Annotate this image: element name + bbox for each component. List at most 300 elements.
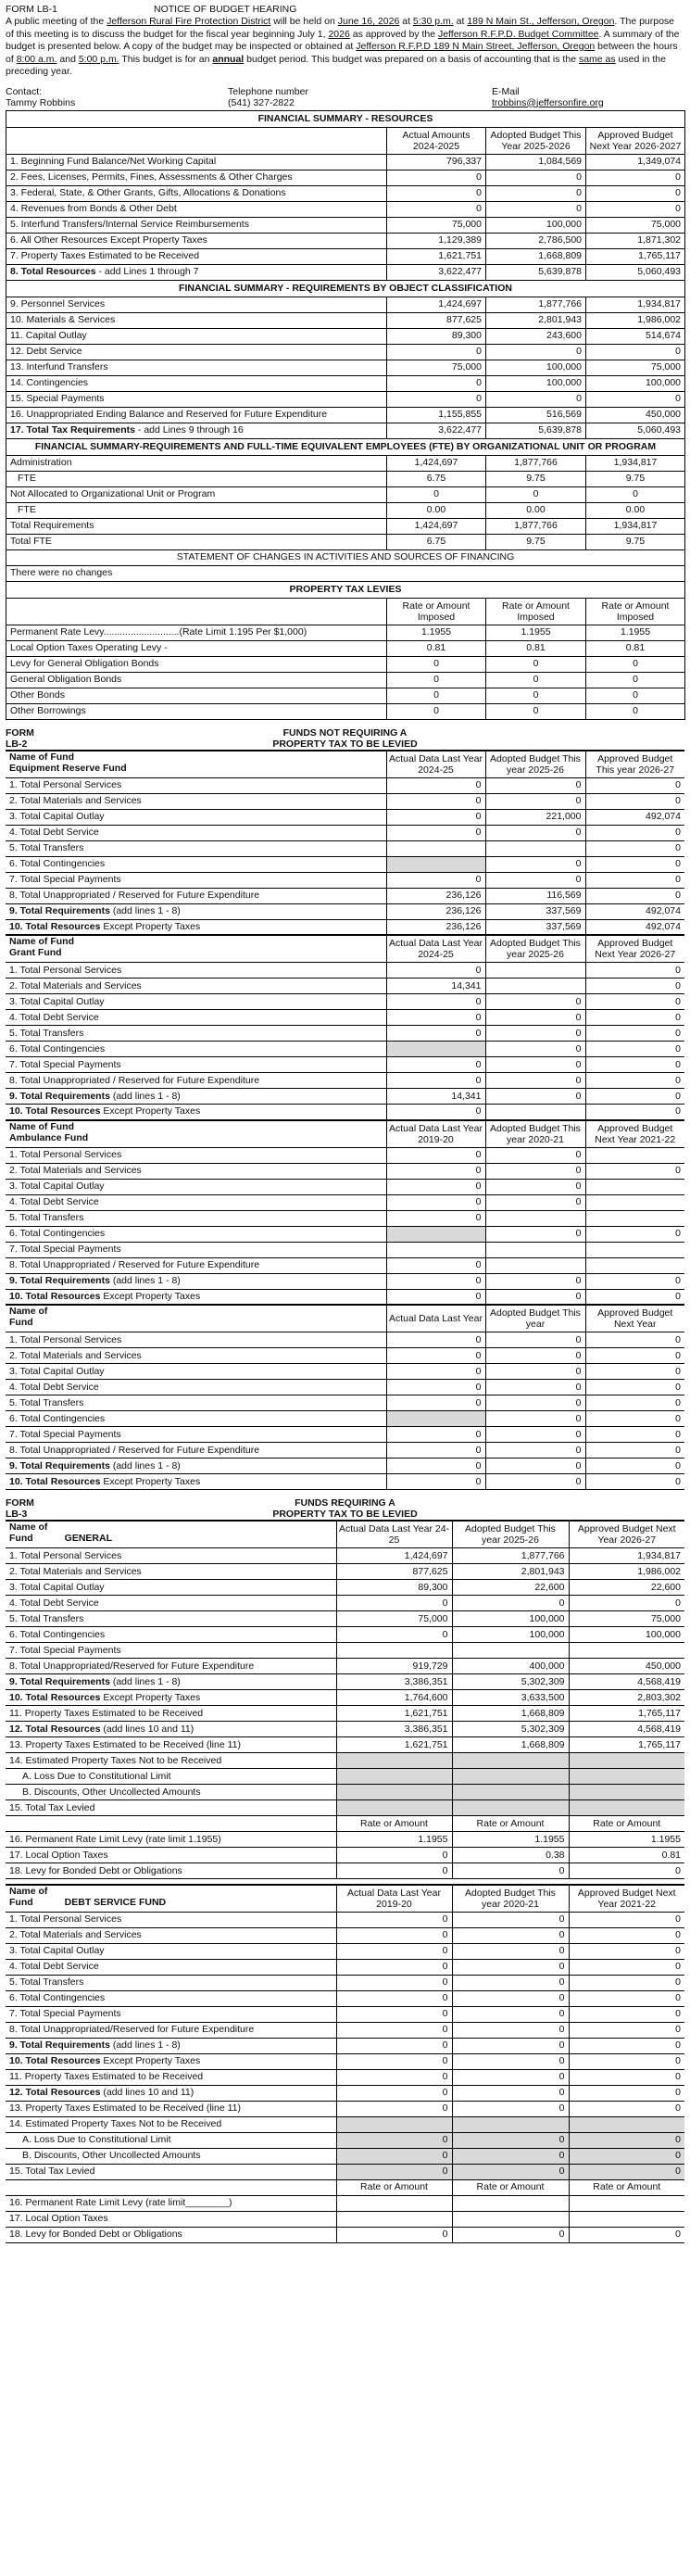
- table-row: [6, 809, 684, 825]
- row-label: 16. Permanent Rate Limit Levy (rate limit 1.1955): [6, 1832, 336, 1848]
- value-cell: 1,668,809: [486, 248, 586, 264]
- value-cell: 4,568,419: [569, 1722, 684, 1737]
- value-cell: 0: [386, 777, 485, 793]
- table-row: [6, 1627, 684, 1643]
- value-cell: 0: [452, 2022, 569, 2038]
- value-cell: 0: [336, 1975, 452, 1990]
- value-cell: [585, 1210, 684, 1226]
- row-label: 6. Total Contingencies: [6, 1226, 386, 1242]
- value-cell: 1,155,855: [387, 407, 486, 423]
- row-label-rest: (add lines 1 - 8): [109, 1675, 181, 1687]
- fund-name: [6, 935, 386, 963]
- email-address[interactable]: trobbins@jeffersonfire.org: [492, 96, 604, 108]
- value-cell: 0: [386, 1364, 485, 1380]
- value-cell: 0: [585, 1057, 684, 1073]
- value-cell: 1,877,766: [486, 518, 586, 534]
- table-row: [6, 1332, 684, 1348]
- row-label: [6, 919, 386, 935]
- value-cell: 0: [585, 1073, 684, 1089]
- lb2-title: FUNDS NOT REQUIRING A: [282, 726, 408, 739]
- value-cell: 0: [569, 1943, 684, 1959]
- value-cell: 1,084,569: [486, 154, 586, 170]
- fund-name-value: Fund DEBT SERVICE FUND: [9, 1896, 167, 1908]
- table-row: [6, 1042, 684, 1057]
- value-cell: 89,300: [387, 328, 486, 344]
- value-cell: 0.38: [452, 1848, 569, 1863]
- row-label: 7. Property Taxes Estimated to be Received: [6, 248, 387, 264]
- row-label-rest: Except Property Taxes: [100, 1290, 201, 1302]
- row-label-rest: (add lines 1 - 8): [109, 2039, 181, 2051]
- value-cell: [585, 1147, 684, 1163]
- value-cell: 0: [585, 1458, 684, 1474]
- rate-header-row: [6, 2179, 684, 2195]
- value-cell: 0: [585, 1348, 684, 1364]
- value-cell: 22,600: [569, 1580, 684, 1596]
- section-title: STATEMENT OF CHANGES IN ACTIVITIES AND SOURCES OF FINANCING: [6, 549, 685, 565]
- table-row: [6, 1706, 684, 1722]
- row-label-rest: Except Property Taxes: [100, 2055, 201, 2066]
- value-cell: 22,600: [452, 1580, 569, 1596]
- row-label: 13. Property Taxes Estimated to be Received (line 11): [6, 2101, 336, 2116]
- value-cell: 4,568,419: [569, 1674, 684, 1690]
- value-cell: 0: [485, 1289, 585, 1305]
- value-cell: [336, 1643, 452, 1659]
- value-cell: [569, 1769, 684, 1785]
- value-cell: 0: [452, 1943, 569, 1959]
- value-cell: 0: [452, 2101, 569, 2116]
- row-label-rest: Except Property Taxes: [100, 1475, 201, 1487]
- lb3-form-label: FORM: [6, 1497, 34, 1509]
- table-row: [6, 1769, 684, 1785]
- table-row: [6, 502, 685, 518]
- fund-name-value: Grant Fund: [9, 947, 62, 958]
- value-cell: 0: [569, 2101, 684, 2116]
- row-label: 4. Revenues from Bonds & Other Debt: [6, 201, 387, 217]
- value-cell: 0: [386, 1210, 485, 1226]
- value-cell: 100,000: [452, 1627, 569, 1643]
- value-cell: 0: [452, 1990, 569, 2006]
- table-row: [6, 170, 685, 185]
- value-cell: [336, 2195, 452, 2211]
- fund-name-label: Name of: [9, 1306, 48, 1317]
- value-cell: 0: [485, 856, 585, 872]
- row-label: 1. Total Personal Services: [6, 777, 386, 793]
- column-header: Rate or Amount Imposed: [486, 598, 586, 625]
- value-cell: 0: [569, 1975, 684, 1990]
- lb2-form-label: FORM: [6, 726, 34, 739]
- value-cell: 0: [485, 1380, 585, 1395]
- value-cell: 1,877,766: [486, 297, 586, 312]
- value-cell: 0: [386, 994, 485, 1010]
- value-cell: 0.81: [569, 1848, 684, 1863]
- value-cell: 0: [569, 2085, 684, 2101]
- value-cell: 0: [585, 1042, 684, 1057]
- total-value: 3,622,477: [387, 264, 486, 280]
- value-cell: 0: [485, 1332, 585, 1348]
- value-cell: 0: [386, 1179, 485, 1194]
- value-cell: 3,386,351: [336, 1674, 452, 1690]
- table-row: [6, 2069, 684, 2085]
- value-cell: 75,000: [387, 360, 486, 375]
- value-cell: 0: [485, 1163, 585, 1179]
- value-cell: 0: [485, 1179, 585, 1194]
- value-cell: [452, 2211, 569, 2227]
- table-row: [6, 1643, 684, 1659]
- value-cell: 0: [586, 703, 685, 719]
- table-row: [6, 1785, 684, 1800]
- value-cell: 236,126: [386, 903, 485, 919]
- section-title: FINANCIAL SUMMARY-REQUIREMENTS AND FULL-TIME EQUIVALENT EMPLOYEES (FTE) BY ORGANIZATIONAL UNIT OR PROGRAM: [6, 438, 685, 455]
- meeting-date: June 16, 2026: [337, 16, 400, 27]
- row-label: 17. Local Option Taxes: [6, 2211, 336, 2227]
- value-cell: 0: [569, 2022, 684, 2038]
- value-cell: 0: [585, 1273, 684, 1289]
- table-row: [6, 1863, 684, 1879]
- row-label: 2. Total Materials and Services: [6, 1564, 336, 1580]
- row-label: 1. Total Personal Services: [6, 1548, 336, 1564]
- row-label-bold: 10. Total Resources: [9, 1475, 101, 1487]
- table-row: [6, 1458, 684, 1474]
- table-row: [6, 1848, 684, 1863]
- value-cell: 0: [336, 1627, 452, 1643]
- value-cell: 0: [336, 1848, 452, 1863]
- intro-text: This budget is for an: [119, 53, 213, 65]
- row-label: 3. Total Capital Outlay: [6, 1943, 336, 1959]
- fund-header-row: [6, 1120, 684, 1148]
- table-row: [6, 1611, 684, 1627]
- row-label: 2. Total Materials and Services: [6, 1348, 386, 1364]
- value-cell: 1,765,117: [586, 248, 685, 264]
- contact-name: Tammy Robbins: [6, 96, 76, 108]
- row-label: 7. Total Special Payments: [6, 1427, 386, 1443]
- row-label: 11. Capital Outlay: [6, 328, 387, 344]
- table-row: [6, 233, 685, 248]
- hours-end: 5:00 p.m.: [78, 53, 119, 65]
- row-label: 5. Total Transfers: [6, 840, 386, 856]
- table-row: [6, 1163, 684, 1179]
- value-cell: 0: [569, 2227, 684, 2242]
- row-label: 1. Total Personal Services: [6, 1147, 386, 1163]
- value-cell: [452, 1769, 569, 1785]
- value-cell: 0: [486, 201, 586, 217]
- value-cell: 0.81: [387, 640, 486, 656]
- value-cell: 1,129,389: [387, 233, 486, 248]
- value-cell: [569, 2116, 684, 2132]
- value-cell: 0: [452, 2132, 569, 2148]
- value-cell: 0: [387, 656, 486, 672]
- value-cell: 0: [585, 1411, 684, 1427]
- value-cell: 221,000: [485, 809, 585, 825]
- value-cell: 0: [485, 1057, 585, 1073]
- row-label: 6. Total Contingencies: [6, 1042, 386, 1057]
- row-label: 13. Property Taxes Estimated to be Received (line 11): [6, 1737, 336, 1753]
- value-cell: 0: [586, 486, 685, 502]
- table-row: [6, 534, 685, 549]
- row-label: FTE: [6, 471, 387, 486]
- lb2-header: [6, 727, 684, 750]
- row-label: 11. Property Taxes Estimated to be Received: [6, 1706, 336, 1722]
- value-cell: 0: [452, 1912, 569, 1927]
- section-title-row: [6, 438, 685, 455]
- value-cell: 0: [485, 1226, 585, 1242]
- value-cell: [336, 2211, 452, 2227]
- value-cell: 0: [386, 1474, 485, 1490]
- table-row: [6, 1722, 684, 1737]
- value-cell: 0: [336, 2132, 452, 2148]
- value-cell: 0: [386, 1273, 485, 1289]
- section-title: FINANCIAL SUMMARY - RESOURCES: [6, 110, 685, 127]
- intro-text: at: [399, 16, 413, 27]
- value-cell: 0: [585, 1332, 684, 1348]
- table-row: [6, 1427, 684, 1443]
- row-label: 11. Property Taxes Estimated to be Received: [6, 2069, 336, 2085]
- section-title-row: [6, 581, 685, 598]
- row-label-rest: (add lines 1 - 8): [109, 1275, 181, 1286]
- column-header: Approved Budget Next Year 2021-22: [569, 1885, 684, 1913]
- total-label-bold: 17. Total Tax Requirements: [10, 424, 135, 436]
- column-header: Rate or Amount: [336, 2179, 452, 2195]
- table-row: [6, 1674, 684, 1690]
- row-label: 6. Total Contingencies: [6, 1411, 386, 1427]
- value-cell: 0: [585, 963, 684, 979]
- value-cell: [452, 1785, 569, 1800]
- column-header: Approved Budget Next Year 2021-22: [585, 1120, 684, 1148]
- value-cell: 1,424,697: [336, 1548, 452, 1564]
- row-label: 15. Total Tax Levied: [6, 2164, 336, 2179]
- table-row: [6, 1147, 684, 1163]
- column-header: Adopted Budget This year: [485, 1305, 585, 1332]
- value-cell: 0: [585, 1089, 684, 1105]
- value-cell: 1,621,751: [387, 248, 486, 264]
- blank-header: [6, 2179, 336, 2195]
- value-cell: 2,801,943: [486, 312, 586, 328]
- value-cell: 243,600: [486, 328, 586, 344]
- row-label: 4. Total Debt Service: [6, 1010, 386, 1026]
- meeting-time: 5:30 p.m.: [412, 16, 454, 27]
- lb3-header: [6, 1497, 684, 1520]
- value-cell: [336, 1753, 452, 1769]
- table-row: [6, 1073, 684, 1089]
- column-header: Actual Amounts 2024-2025: [387, 127, 486, 154]
- changes-text: There were no changes: [6, 565, 685, 581]
- table-row: [6, 1943, 684, 1959]
- value-cell: 0: [485, 994, 585, 1010]
- value-cell: 1.1955: [336, 1832, 452, 1848]
- row-label: [6, 1690, 336, 1706]
- value-cell: 0: [586, 688, 685, 703]
- value-cell: 0: [387, 703, 486, 719]
- value-cell: 0: [585, 1427, 684, 1443]
- inspection-location: Jefferson R.F.P.D 189 N Main Street, Jefferson, Oregon: [356, 41, 596, 52]
- fund-name: [6, 1305, 386, 1332]
- fund-name-value: Ambulance Fund: [9, 1131, 89, 1143]
- value-cell: 0: [387, 344, 486, 360]
- value-cell: 0.81: [486, 640, 586, 656]
- fund-name: [6, 1521, 336, 1548]
- value-cell: 0: [485, 777, 585, 793]
- column-header: Rate or Amount: [569, 2179, 684, 2195]
- row-label: 5. Total Transfers: [6, 1395, 386, 1411]
- total-label: [6, 423, 387, 438]
- value-cell: 337,569: [485, 919, 585, 935]
- table-row: [6, 391, 685, 407]
- value-cell: 0: [485, 1089, 585, 1105]
- table-row: [6, 1089, 684, 1105]
- value-cell: 0: [485, 1010, 585, 1026]
- fund-name-label: Name of: [9, 1885, 48, 1897]
- column-header: Actual Data Last Year 24-25: [336, 1521, 452, 1548]
- table-row: [6, 903, 684, 919]
- value-cell: [386, 1042, 485, 1057]
- value-cell: 0: [386, 1348, 485, 1364]
- table-row: [6, 1364, 684, 1380]
- intro-text: A public meeting of the: [6, 16, 107, 27]
- value-cell: 0: [585, 1474, 684, 1490]
- value-cell: 516,569: [486, 407, 586, 423]
- total-value: 5,639,878: [486, 264, 586, 280]
- row-label: Total FTE: [6, 534, 387, 549]
- value-cell: 2,803,302: [569, 1690, 684, 1706]
- row-label: 5. Total Transfers: [6, 1026, 386, 1042]
- row-label: Other Bonds: [6, 688, 387, 703]
- table-row: [6, 2006, 684, 2022]
- value-cell: 0: [585, 979, 684, 994]
- value-cell: 1,934,817: [586, 518, 685, 534]
- value-cell: [336, 2116, 452, 2132]
- table-row: [6, 1443, 684, 1458]
- intro-text: and: [56, 53, 79, 65]
- column-header: Approved Budget Next Year 2026-27: [585, 935, 684, 963]
- value-cell: 0: [485, 872, 585, 888]
- value-cell: 0: [386, 1380, 485, 1395]
- table-row: [6, 360, 685, 375]
- table-row: [6, 2038, 684, 2053]
- row-label: 3. Federal, State, & Other Grants, Gifts, Allocations & Donations: [6, 185, 387, 201]
- value-cell: 0: [486, 486, 586, 502]
- table-row: [6, 1800, 684, 1816]
- value-cell: 1.1955: [486, 625, 586, 640]
- total-label-rest: - add Lines 9 through 16: [134, 424, 244, 436]
- accounting-basis: same as: [578, 53, 616, 65]
- value-cell: 877,625: [387, 312, 486, 328]
- financial-summary-table: [6, 110, 685, 720]
- table-row: [6, 777, 684, 793]
- value-cell: [485, 1242, 585, 1257]
- row-label-rest: (add lines 10 and 11): [100, 1723, 194, 1735]
- value-cell: 0: [569, 1863, 684, 1879]
- value-cell: 0: [486, 185, 586, 201]
- hours-start: 8:00 a.m.: [16, 53, 57, 65]
- section-title-row: [6, 110, 685, 127]
- value-cell: 492,074: [585, 903, 684, 919]
- table-row: [6, 2164, 684, 2179]
- value-cell: 0: [569, 1990, 684, 2006]
- row-label: 14. Estimated Property Taxes Not to be Received: [6, 1753, 336, 1769]
- table-row: [6, 312, 685, 328]
- value-cell: 0: [569, 1959, 684, 1975]
- table-row: [6, 344, 685, 360]
- row-label: [6, 1105, 386, 1120]
- row-label: 16. Permanent Rate Limit Levy (rate limit________): [6, 2195, 336, 2211]
- column-header: Rate or Amount Imposed: [387, 598, 486, 625]
- value-cell: 0: [386, 825, 485, 840]
- value-cell: 0: [486, 391, 586, 407]
- row-label: 4. Total Debt Service: [6, 825, 386, 840]
- value-cell: 100,000: [486, 375, 586, 391]
- table-row: [6, 1474, 684, 1490]
- value-cell: 0: [452, 2085, 569, 2101]
- row-label: Other Borrowings: [6, 703, 387, 719]
- value-cell: 14,341: [386, 1089, 485, 1105]
- row-label: 17. Local Option Taxes: [6, 1848, 336, 1863]
- table-row: [6, 1010, 684, 1026]
- row-label: 3. Total Capital Outlay: [6, 994, 386, 1010]
- value-cell: 75,000: [569, 1611, 684, 1627]
- lb3-title: FUNDS REQUIRING A: [295, 1497, 395, 1509]
- fund-name: [6, 1120, 386, 1148]
- value-cell: 492,074: [585, 919, 684, 935]
- table-row: [6, 248, 685, 264]
- value-cell: 0: [452, 2164, 569, 2179]
- value-cell: 0: [336, 2006, 452, 2022]
- value-cell: 0: [452, 1927, 569, 1943]
- value-cell: 0: [336, 1912, 452, 1927]
- value-cell: [452, 1800, 569, 1816]
- value-cell: 0: [336, 2085, 452, 2101]
- value-cell: 100,000: [569, 1627, 684, 1643]
- value-cell: 0: [585, 1010, 684, 1026]
- column-header: Rate or Amount: [452, 1816, 569, 1832]
- row-label: 5. Interfund Transfers/Internal Service Reimbursements: [6, 217, 387, 233]
- value-cell: 1,764,600: [336, 1690, 452, 1706]
- value-cell: 0: [452, 1863, 569, 1879]
- table-row: [6, 2148, 684, 2164]
- value-cell: 0: [586, 185, 685, 201]
- value-cell: 0: [485, 825, 585, 840]
- value-cell: [386, 1242, 485, 1257]
- value-cell: 0: [386, 872, 485, 888]
- table-row: [6, 217, 685, 233]
- value-cell: [585, 1257, 684, 1273]
- value-cell: 0: [585, 1443, 684, 1458]
- value-cell: 0: [386, 1427, 485, 1443]
- table-row: [6, 919, 684, 935]
- value-cell: 0: [386, 1163, 485, 1179]
- table-row: [6, 154, 685, 170]
- value-cell: 1,621,751: [336, 1706, 452, 1722]
- value-cell: 0: [386, 809, 485, 825]
- value-cell: 0: [585, 994, 684, 1010]
- value-cell: 0: [336, 2069, 452, 2085]
- lb3-form-id: LB-3: [6, 1509, 28, 1520]
- value-cell: 0: [336, 2038, 452, 2053]
- row-label: 6. Total Contingencies: [6, 856, 386, 872]
- row-label: [6, 1089, 386, 1105]
- value-cell: 0: [452, 2053, 569, 2069]
- table-row: [6, 1348, 684, 1364]
- value-cell: 0: [586, 170, 685, 185]
- value-cell: 6.75: [387, 471, 486, 486]
- value-cell: [485, 1257, 585, 1273]
- table-row: [6, 825, 684, 840]
- table-row: [6, 1105, 684, 1120]
- row-label: [6, 1722, 336, 1737]
- row-label: [6, 1474, 386, 1490]
- total-label: [6, 264, 387, 280]
- row-label: B. Discounts, Other Uncollected Amounts: [6, 1785, 336, 1800]
- intro-text: as approved by the: [349, 28, 438, 40]
- lb3-subtitle: PROPERTY TAX TO BE LEVIED: [272, 1509, 418, 1520]
